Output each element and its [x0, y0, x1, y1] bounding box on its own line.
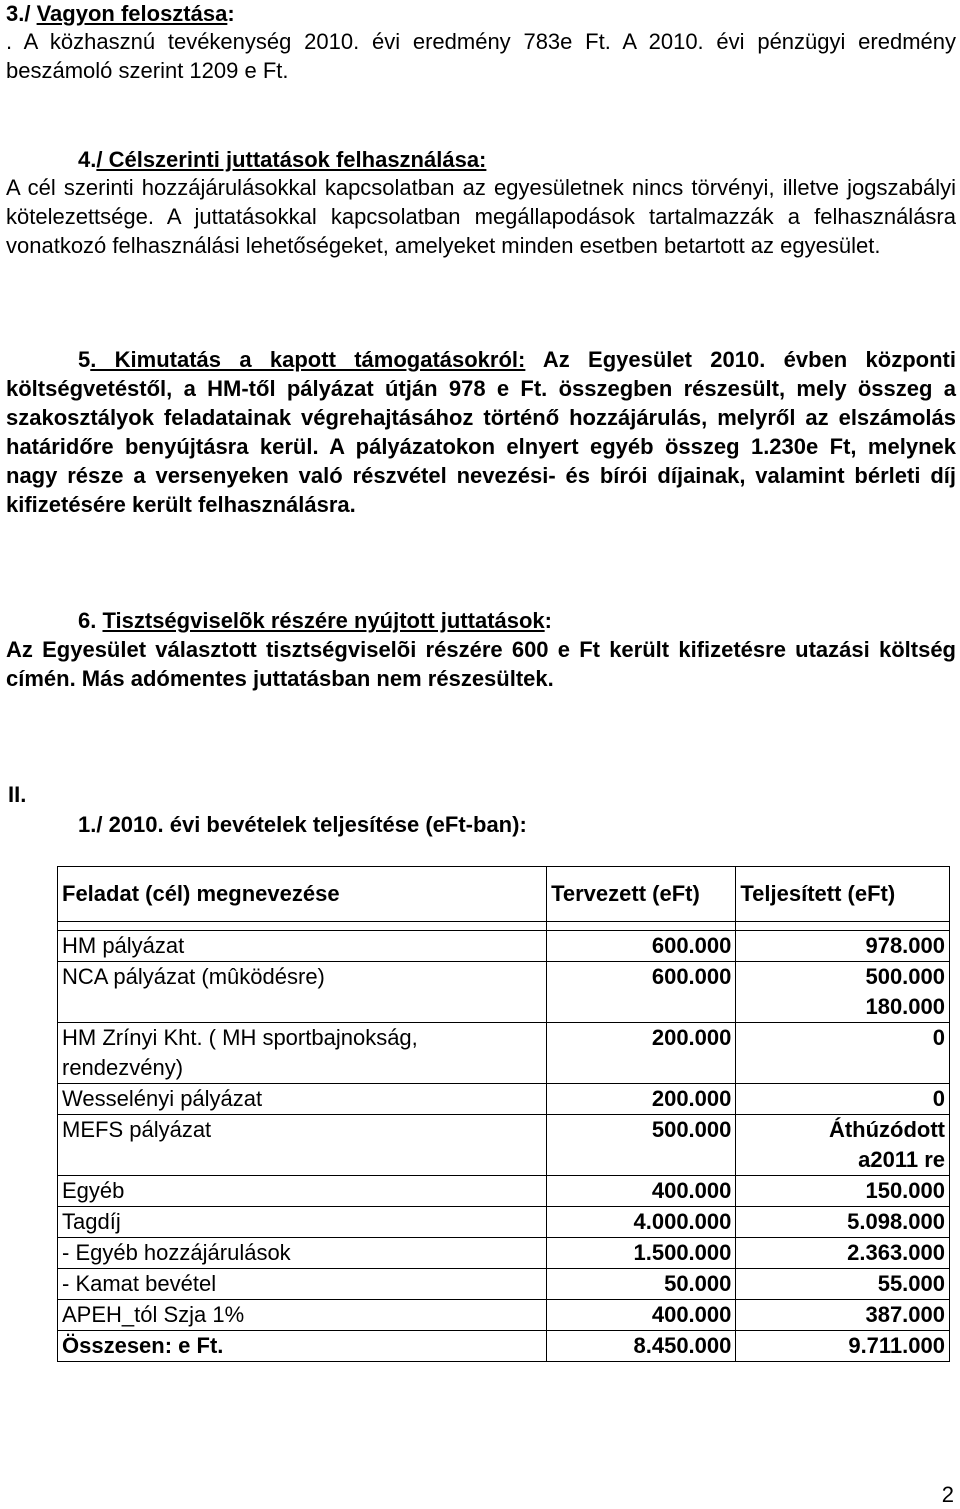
section4-title: / Célszerinti juttatások felhasználása: — [96, 147, 487, 172]
row-planned: 400.000 — [547, 1176, 736, 1207]
section3-number: 3./ — [6, 1, 31, 26]
row-actual: 5.098.000 — [736, 1207, 950, 1238]
row-planned: 500.000 — [547, 1115, 736, 1176]
section5-number: 5 — [78, 347, 91, 372]
table-spacer-row — [58, 922, 950, 931]
part2-subtitle: 1./ 2010. évi bevételek teljesítése (eFt-ban): — [78, 812, 527, 837]
row-actual: Áthúzódott a2011 re — [736, 1115, 950, 1176]
row-actual: 0 — [736, 1023, 950, 1084]
row-actual: 0 — [736, 1084, 950, 1115]
section6-colon: : — [544, 608, 552, 633]
row-label: MEFS pályázat — [58, 1115, 547, 1176]
row-planned: 50.000 — [547, 1269, 736, 1300]
row-planned: 200.000 — [547, 1084, 736, 1115]
total-actual: 9.711.000 — [736, 1331, 950, 1362]
row-label: Tagdíj — [58, 1207, 547, 1238]
table-row — [58, 1238, 950, 1269]
row-planned: 400.000 — [547, 1300, 736, 1331]
section5-title: . Kimutatás a kapott támogatásokról: — [90, 347, 526, 372]
row-planned: 600.000 — [547, 962, 736, 1023]
table-row — [58, 1115, 950, 1176]
page-number: 2 — [941, 1482, 954, 1507]
income-table — [57, 866, 950, 1362]
table-row — [58, 962, 950, 1023]
table-row — [58, 1269, 950, 1300]
row-planned: 600.000 — [547, 931, 736, 962]
total-label: Összesen: e Ft. — [58, 1331, 547, 1362]
total-planned: 8.450.000 — [547, 1331, 736, 1362]
row-label: HM pályázat — [58, 931, 547, 962]
section4-heading — [78, 145, 956, 174]
table-header-row — [58, 867, 950, 922]
row-actual: 500.000 180.000 — [736, 962, 950, 1023]
row-actual: 55.000 — [736, 1269, 950, 1300]
row-label: NCA pályázat (mûködésre) — [58, 962, 547, 1023]
section3-text: . A közhasznú tevékenység 2010. évi eredmény 783e Ft. A 2010. évi pénzügyi eredmény beszámoló szerint 1209 e Ft. — [6, 29, 956, 83]
section6-title: Tisztségviselõk részére nyújtott juttatások — [102, 608, 545, 633]
section5-paragraph — [6, 345, 956, 519]
table-row — [58, 931, 950, 962]
section3-heading — [6, 0, 956, 28]
row-actual: 978.000 — [736, 931, 950, 962]
row-actual: 2.363.000 — [736, 1238, 950, 1269]
part2-roman: II. — [8, 782, 27, 807]
table-row — [58, 1207, 950, 1238]
header-task: Feladat (cél) megnevezése — [58, 867, 547, 922]
row-planned: 4.000.000 — [547, 1207, 736, 1238]
row-actual: 150.000 — [736, 1176, 950, 1207]
row-planned: 1.500.000 — [547, 1238, 736, 1269]
header-planned: Tervezett (eFt) — [547, 867, 736, 922]
row-label: Egyéb — [58, 1176, 547, 1207]
section6-text: Az Egyesület választott tisztségviselõi részére 600 e Ft került kifizetésre utazási költség címén. Más adómentes juttatásban nem részesültek. — [6, 637, 956, 691]
section3-colon: : — [227, 1, 235, 26]
section6-heading — [78, 606, 956, 635]
header-actual: Teljesített (eFt) — [736, 867, 950, 922]
section4-number: 4. — [78, 147, 97, 172]
row-planned: 200.000 — [547, 1023, 736, 1084]
row-label: Wesselényi pályázat — [58, 1084, 547, 1115]
section6-number: 6. — [78, 608, 97, 633]
table-total-row — [58, 1331, 950, 1362]
table-row — [58, 1176, 950, 1207]
section3-title: Vagyon felosztása — [36, 1, 228, 26]
table-row — [58, 1084, 950, 1115]
row-label: HM Zrínyi Kht. ( MH sportbajnokság, rendezvény) — [58, 1023, 547, 1084]
row-label: - Kamat bevétel — [58, 1269, 547, 1300]
row-label: APEH_tól Szja 1% — [58, 1300, 547, 1331]
row-actual: 387.000 — [736, 1300, 950, 1331]
section5-text: Az Egyesület 2010. évben központi költségvetéstől, a HM-től pályázat útján 978 e Ft. összegben részesült, mely összeg a szakosztályok feladatainak végrehajtásához történő hozzájárulás, melyről az elszámolás határidőre benyújtásra kerül. A pályázatokon elnyert egyéb összeg 1.230e Ft, melynek nagy része a versenyeken való részvétel nevezési- és bírói díjainak, valamint bérleti díj kifizetésére került felhasználásra. — [6, 347, 956, 517]
table-row — [58, 1300, 950, 1331]
section4-text: A cél szerinti hozzájárulásokkal kapcsolatban az egyesületnek nincs törvényi, illetve jogszabályi kötelezettsége. A juttatásokkal kapcsolatban megállapodások tartalmazzák a felhasználásra vonatkozó felhasználási lehetőségeket, amelyeket minden esetben betartott az egyesület. — [6, 175, 956, 258]
row-label: - Egyéb hozzájárulások — [58, 1238, 547, 1269]
table-row — [58, 1023, 950, 1084]
